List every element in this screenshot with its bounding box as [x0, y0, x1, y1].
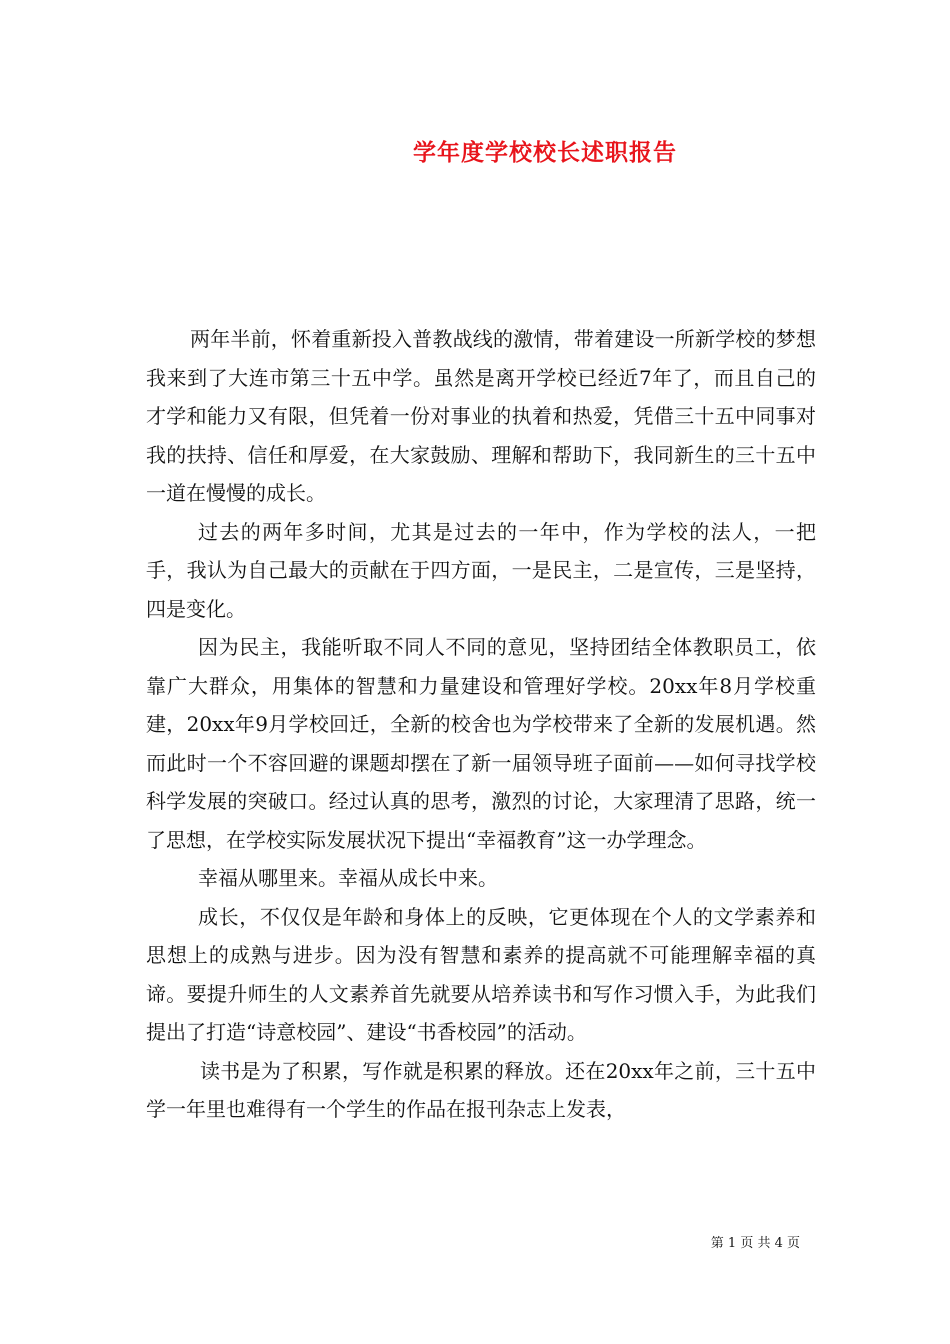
document-title: 学年度学校校长述职报告 — [413, 139, 677, 166]
paragraph: 幸福从哪里来。幸福从成长中来。 — [198, 866, 498, 890]
paragraph: 过去的两年多时间，尤其是过去的一年中，作为学校的法人，一把手，我认为自己最大的贡献在于四方面，一是民主，二是宣传，三是坚持，四是变化。 — [146, 519, 816, 621]
page-number-footer: 第 1 页 共 4 页 — [710, 1236, 800, 1251]
paragraph: 读书是为了积累，写作就是积累的释放。还在20xx年之前，三十五中学一年里也难得有一个学生的作品在报刊杂志上发表， — [146, 1058, 816, 1121]
document-body — [146, 320, 816, 1129]
paragraph: 两年半前，怀着重新投入普教战线的激情，带着建设一所新学校的梦想我来到了大连市第三十五中学。虽然是离开学校已经近7年了，而且自己的才学和能力又有限，但凭着一份对事业的执着和热爱，凭借三十五中同事对我的扶持、信任和厚爱，在大家鼓励、理解和帮助下，我同新生的三十五中一道在慢慢的成长。 — [146, 327, 816, 505]
paragraph: 成长，不仅仅是年龄和身体上的反映，它更体现在个人的文学素养和思想上的成熟与进步。因为没有智慧和素养的提高就不可能理解幸福的真谛。要提升师生的人文素养首先就要从培养读书和写作习惯入手，为此我们提出了打造“诗意校园”、建设“书香校园”的活动。 — [146, 904, 816, 1044]
paragraph: 因为民主，我能听取不同人不同的意见，坚持团结全体教职员工，依靠广大群众，用集体的智慧和力量建设和管理好学校。20xx年8月学校重建，20xx年9月学校回迁，全新的校舍也为学校带来了全新的发展机遇。然而此时一个不容回避的课题却摆在了新一届领导班子面前——如何寻找学校科学发展的突破口。经过认真的思考，激烈的讨论，大家理清了思路，统一了思想，在学校实际发展状况下提出“幸福教育”这一办学理念。 — [146, 635, 816, 852]
